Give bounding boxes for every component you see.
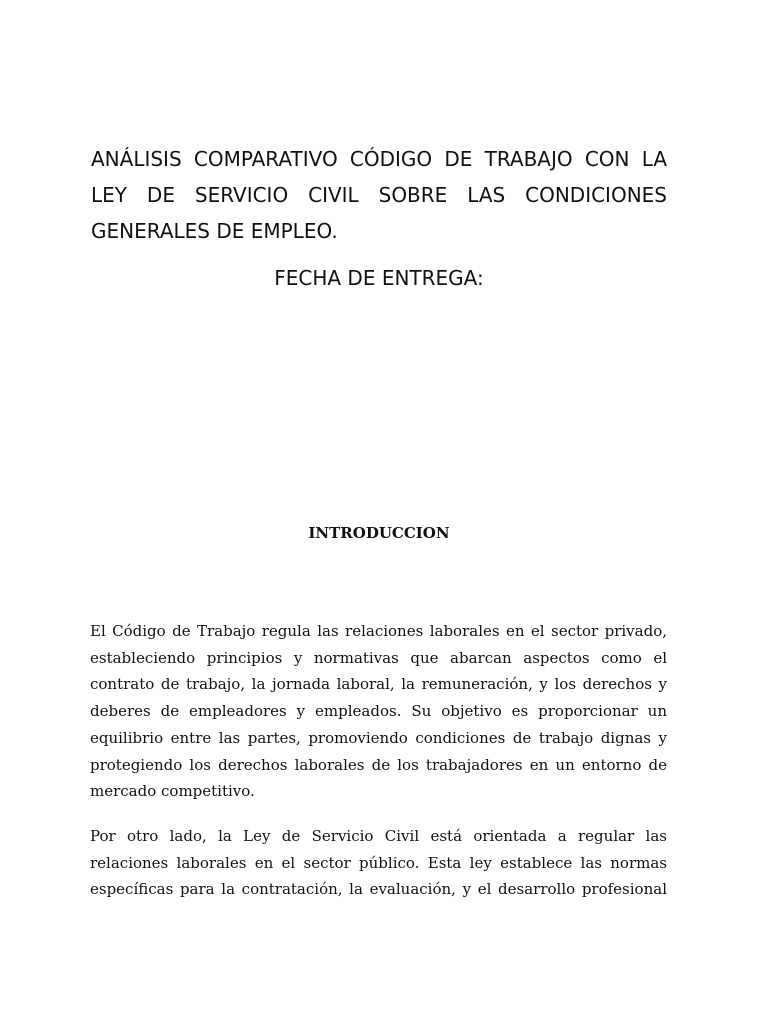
section-heading-introduction: INTRODUCCION (308, 524, 450, 542)
delivery-date-label: FECHA DE ENTREGA: (274, 266, 484, 290)
document-title: ANÁLISIS COMPARATIVO CÓDIGO DE TRABAJO CON LA LEY DE SERVICIO CIVIL SOBRE LAS CONDICIONES GENERALES DE EMPLEO. (91, 147, 667, 243)
body-paragraph: Por otro lado, la Ley de Servicio Civil está orientada a regular las relaciones laborales en el sector público. Esta ley establece las normas específicas para la contratación, la evaluación, y el desarrollo profesional (90, 827, 667, 899)
body-paragraph: El Código de Trabajo regula las relaciones laborales en el sector privado, estableciendo principios y normativas que abarcan aspectos como el contrato de trabajo, la jornada laboral, la remuneración, y los derechos y deberes de empleadores y empleados. Su objetivo es proporcionar un equilibrio entre las partes, promoviendo condiciones de trabajo dignas y protegiendo los derechos laborales de los trabajadores en un entorno de mercado competitivo. (90, 622, 667, 801)
